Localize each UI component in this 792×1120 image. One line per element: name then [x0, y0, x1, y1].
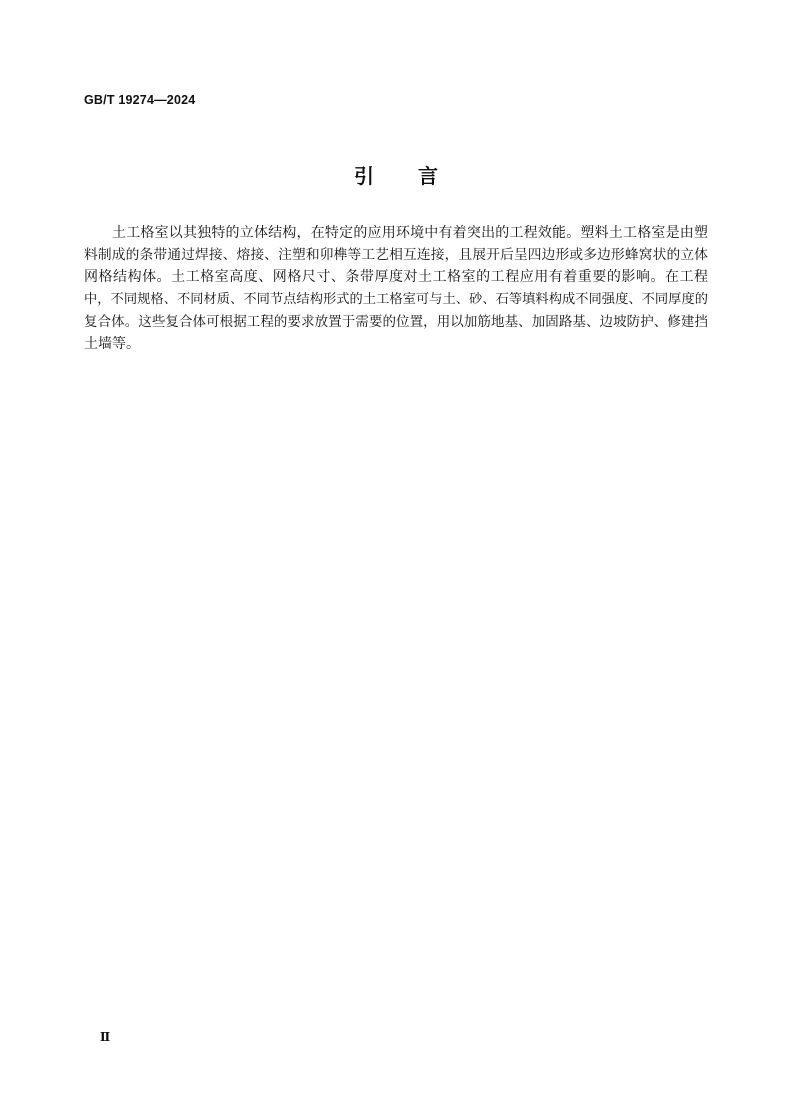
page-number: Ⅱ: [100, 1030, 111, 1044]
paragraph-line-2: 料制成的条带通过焊接、熔接、注塑和卯榫等工艺相互连接，且展开后呈四边形或多边形蜂窝状的立体: [84, 247, 708, 264]
paragraph-line-3: 网格结构体。土工格室高度、网格尺寸、条带厚度对土工格室的工程应用有着重要的影响。在工程: [84, 269, 708, 286]
paragraph-line-6: 土墙等。: [84, 335, 140, 352]
paragraph-line-5: 复合体。这些复合体可根据工程的要求放置于需要的位置，用以加筋地基、加固路基、边坡防护、修建挡: [84, 313, 708, 330]
title-char-2: 言: [418, 164, 438, 188]
title-char-1: 引: [354, 164, 374, 188]
standard-code: GB/T 19274—2024: [84, 93, 196, 107]
page-title: [0, 160, 792, 189]
paragraph-line-4: 中，不同规格、不同材质、不同节点结构形式的土工格室可与土、砂、石等填料构成不同强度、不同厚度的: [84, 291, 708, 307]
paragraph-line-1: 土工格室以其独特的立体结构，在特定的应用环境中有着突出的工程效能。塑料土工格室是由塑: [112, 225, 708, 241]
introduction-paragraph: [84, 222, 708, 355]
